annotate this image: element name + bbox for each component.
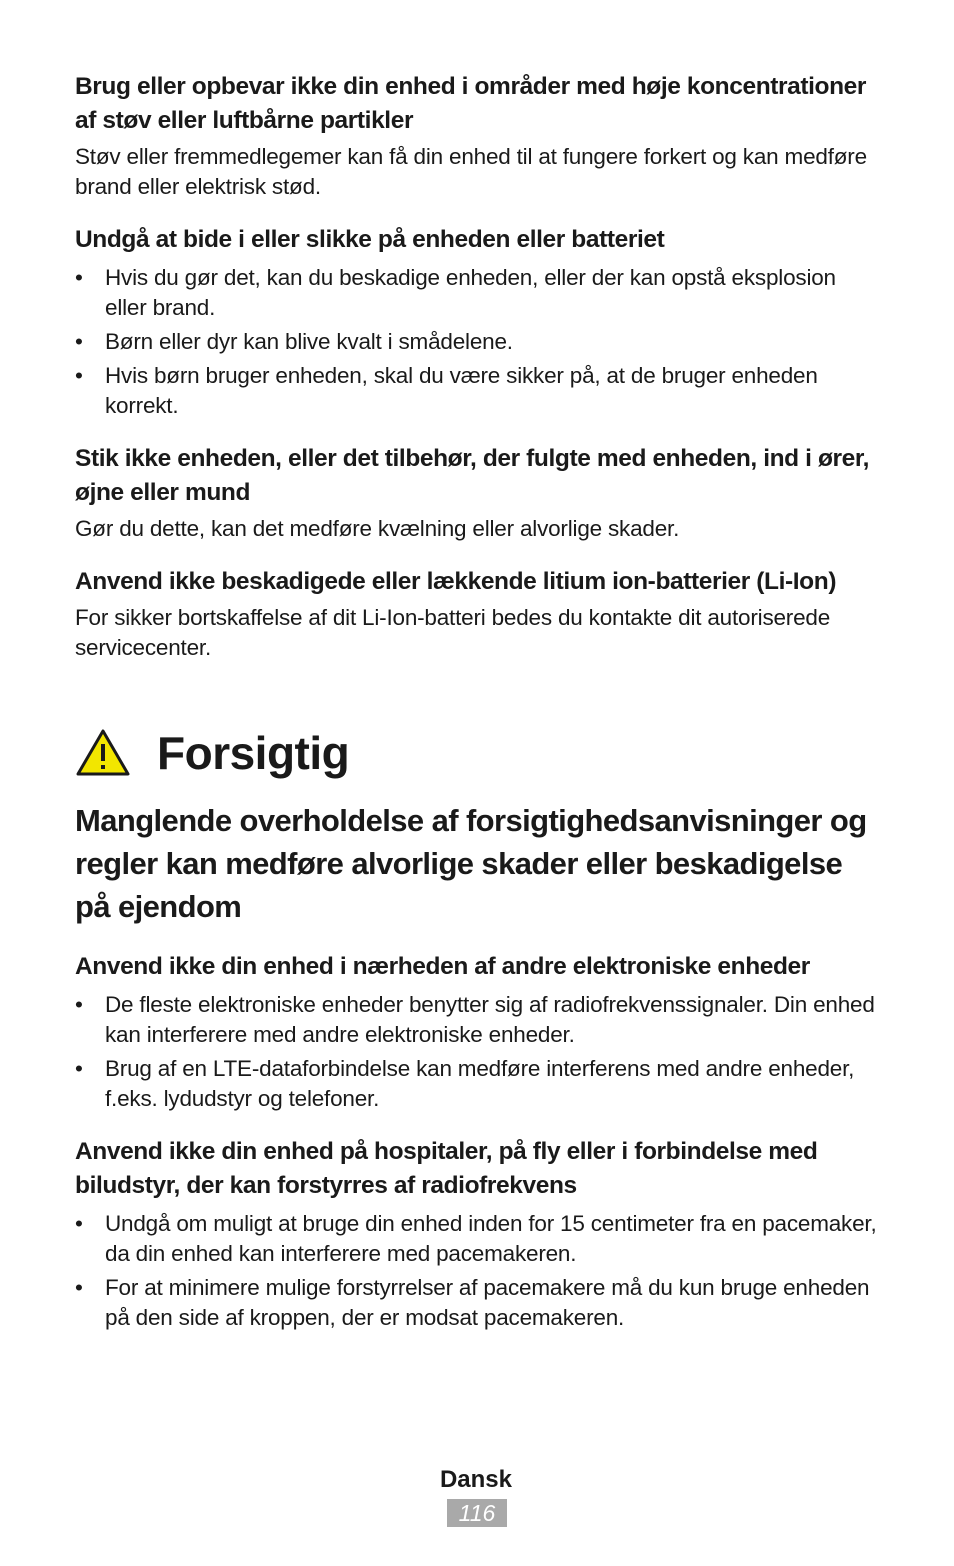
list-item xyxy=(75,990,880,1050)
section-heading: Stik ikke enheden, eller det tilbehør, der fulgte med enheden, ind i ører, øjne eller mund xyxy=(75,445,870,506)
caution-header xyxy=(75,725,880,781)
list-item-text: De fleste elektroniske enheder benytter sig af radiofrekvenssignaler. Din enhed kan interferere med andre elektroniske enheder. xyxy=(105,992,875,1047)
section-text: For sikker bortskaffelse af dit Li-Ion-batteri bedes du kontakte dit autoriserede servicecenter. xyxy=(75,605,831,660)
bullet-icon: • xyxy=(75,1275,83,1300)
section-heading: Anvend ikke din enhed i nærheden af andre elektroniske enheder xyxy=(75,953,810,980)
section-bite xyxy=(75,223,880,421)
warning-triangle-icon xyxy=(75,728,131,778)
footer-language: Dansk xyxy=(439,1466,513,1493)
section-text: Støv eller fremmedlegemer kan få din enhed til at fungere forkert og kan medføre brand eller elektrisk stød. xyxy=(75,144,867,199)
bullet-icon: • xyxy=(75,329,83,354)
bullet-list xyxy=(75,1209,880,1333)
list-item xyxy=(75,1273,880,1333)
caution-title: Forsigtig xyxy=(157,727,350,779)
list-item xyxy=(75,1054,880,1114)
bullet-icon: • xyxy=(75,363,83,388)
list-item xyxy=(75,327,880,357)
bullet-list xyxy=(75,990,880,1114)
list-item xyxy=(75,1209,880,1269)
section-heading: Anvend ikke beskadigede eller lækkende litium ion-batterier (Li-Ion) xyxy=(75,568,837,595)
page-content xyxy=(75,70,880,1354)
section-heading: Undgå at bide i eller slikke på enheden eller batteriet xyxy=(75,226,665,253)
section-insert xyxy=(75,442,880,544)
bullet-icon: • xyxy=(75,1056,83,1081)
bullet-icon: • xyxy=(75,265,83,290)
list-item-text: Børn eller dyr kan blive kvalt i smådelene. xyxy=(105,329,513,354)
section-dust xyxy=(75,70,880,202)
section-heading: Anvend ikke din enhed på hospitaler, på fly eller i forbindelse med biludstyr, der kan forstyrres af radiofrekvens xyxy=(75,1138,818,1199)
page-number: 116 xyxy=(447,1499,508,1527)
bullet-icon: • xyxy=(75,992,83,1017)
list-item-text: For at minimere mulige forstyrrelser af pacemakere må du kun bruge enheden på den side af kroppen, der er modsat pacemakeren. xyxy=(105,1275,870,1330)
list-item-text: Hvis børn bruger enheden, skal du være sikker på, at de bruger enheden korrekt. xyxy=(105,363,818,418)
list-item xyxy=(75,361,880,421)
list-item xyxy=(75,263,880,323)
bullet-icon: • xyxy=(75,1211,83,1236)
section-electronics xyxy=(75,950,880,1114)
section-battery xyxy=(75,565,880,663)
list-item-text: Brug af en LTE-dataforbindelse kan medføre interferens med andre enheder, f.eks. lydudstyr og telefoner. xyxy=(105,1056,855,1111)
bullet-list xyxy=(75,263,880,421)
section-hospitals xyxy=(75,1135,880,1333)
list-item-text: Hvis du gør det, kan du beskadige enheden, eller der kan opstå eksplosion eller brand. xyxy=(105,265,836,320)
list-item-text: Undgå om muligt at bruge din enhed inden for 15 centimeter fra en pacemaker, da din enhed kan interferere med pacemakeren. xyxy=(105,1211,877,1266)
section-heading: Brug eller opbevar ikke din enhed i områder med høje koncentrationer af støv eller luftbårne partikler xyxy=(75,73,867,134)
caution-subtitle: Manglende overholdelse af forsigtighedsanvisninger og regler kan medføre alvorlige skader eller beskadigelse på ejendom xyxy=(75,803,867,924)
page-footer xyxy=(0,1465,954,1527)
section-text: Gør du dette, kan det medføre kvælning eller alvorlige skader. xyxy=(75,516,680,541)
